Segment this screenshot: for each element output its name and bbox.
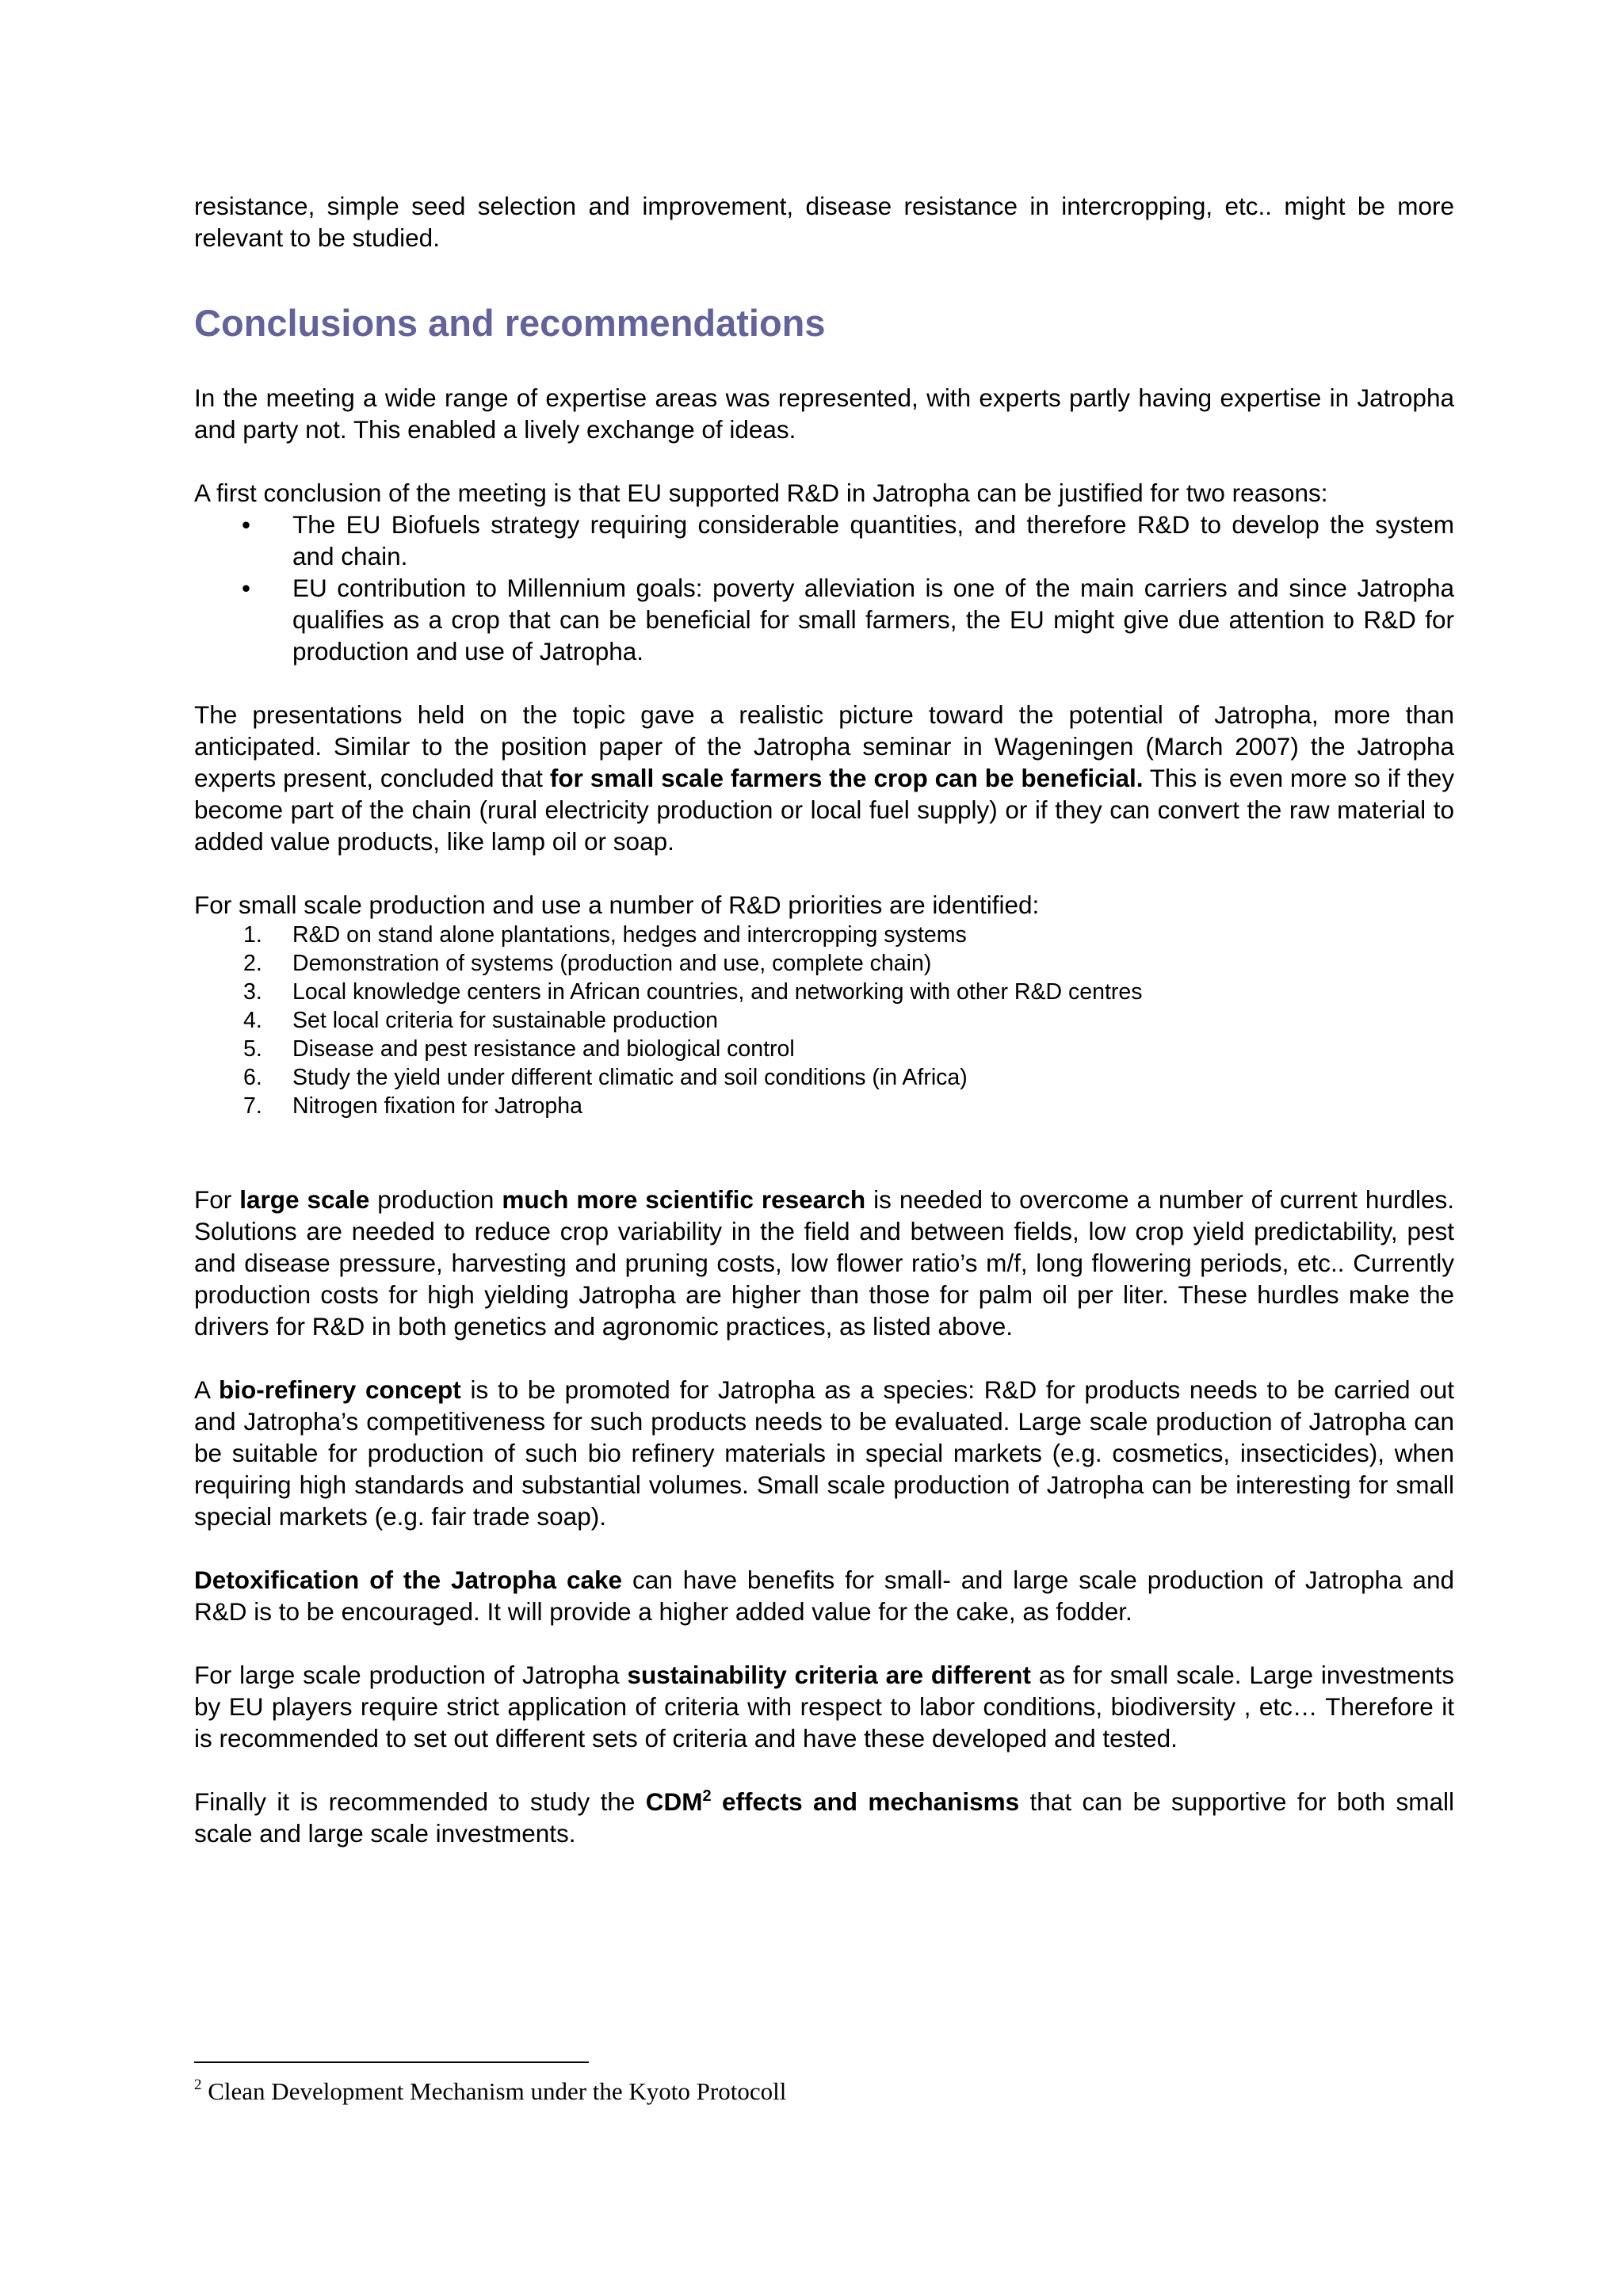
footnote-reference: 2 <box>702 1787 712 1805</box>
priorities-list <box>194 921 1454 1120</box>
list-item-text: Study the yield under different climatic and soil conditions (in Africa) <box>292 1065 968 1090</box>
emphasis: Detoxification of the Jatropha cake <box>194 1566 623 1594</box>
list-item <box>194 509 1454 572</box>
list-item-text: Disease and pest resistance and biological control <box>292 1036 795 1062</box>
list-number: 6. <box>243 1065 262 1090</box>
list-item-text: Demonstration of systems (production and use, complete chain) <box>292 951 932 976</box>
list-item-text: The EU Biofuels strategy requiring considerable quantities, and therefore R&D to develop the system and chain. <box>292 510 1454 570</box>
emphasis: much more scientific research <box>502 1185 866 1214</box>
paragraph-large-scale: For large scale production much more scientific research is needed to overcome a number of current hurdles. Solutions are needed to reduce crop variability in the field and between fields, low crop yield predictability, pest and disease pressure, harvesting and pruning costs, low flower ratio’s m/f, long flowering periods, etc.. Currently production costs for high yielding Jatropha are higher than those for palm oil per liter. These hurdles make the drivers for R&D in both genetics and agronomic practices, as listed above. <box>194 1185 1454 1341</box>
emphasis: bio-refinery concept <box>219 1375 461 1404</box>
list-item-text: EU contribution to Millennium goals: poverty alleviation is one of the main carriers and since Jatropha qualifies as a crop that can be beneficial for small farmers, the EU might give due attention to R&D for production and use of Jatropha. <box>292 574 1454 666</box>
paragraph-sustainability: For large scale production of Jatropha sustainability criteria are different as for small scale. Large investments by EU players require strict application of criteria with respect to labor conditions, biodiversity , etc… Therefore it is recommended to set out different sets of criteria and have these developed and tested. <box>194 1661 1454 1753</box>
list-number: 1. <box>243 922 262 948</box>
list-item <box>194 1092 1454 1120</box>
footnote-divider <box>194 2061 589 2063</box>
list-number: 2. <box>243 951 262 976</box>
paragraph-cdm: Finally it is recommended to study the CDM$^2$ effects and mechanisms that can be supportive for both small scale and large scale investments. <box>194 1787 1455 1848</box>
paragraph-bio-refinery: A bio-refinery concept is to be promoted for Jatropha as a species: R&D for products needs to be carried out and Jatropha’s competitiveness for such products needs to be evaluated. Large scale production of Jatropha can be suitable for production of such bio refinery materials in special markets (e.g. cosmetics, insecticides), when requiring high standards and substantial volumes. Small scale production of Jatropha can be interesting for small special markets (e.g. fair trade soap). <box>194 1375 1454 1531</box>
page-content <box>194 190 1454 1849</box>
intro-paragraph: resistance, simple seed selection and improvement, disease resistance in intercropping, etc.. might be more relevant to be studied. <box>194 192 1454 252</box>
list-number: 5. <box>243 1036 262 1062</box>
list-item-text: Local knowledge centers in African countries, and networking with other R&D centres <box>292 979 1143 1005</box>
footnote-text: Clean Development Mechanism under the Kyoto Protocoll <box>201 2077 787 2105</box>
bullet-marker: • <box>242 574 251 602</box>
reasons-list <box>194 509 1454 667</box>
list-item <box>194 921 1454 949</box>
paragraph-expertise: In the meeting a wide range of expertise areas was represented, with experts partly having expertise in Jatropha and party not. This enabled a lively exchange of ideas. <box>194 383 1454 444</box>
list-item <box>194 572 1454 667</box>
emphasis: CDM <box>645 1787 703 1816</box>
emphasis: large scale <box>239 1185 370 1214</box>
paragraph-presentations: The presentations held on the topic gave a realistic picture toward the potential of Jatropha, more than anticipated. Similar to the position paper of the Jatropha seminar in Wageningen (March 2007) the Jatropha experts present, concluded that for small scale farmers the crop can be beneficial. This is even more so if they become part of the chain (rural electricity production or local fuel supply) or if they can convert the raw material to added value products, like lamp oil or soap. <box>194 700 1454 856</box>
emphasis: for small scale farmers the crop can be beneficial. <box>549 764 1144 792</box>
list-number: 7. <box>243 1093 262 1119</box>
paragraph-first-conclusion: A first conclusion of the meeting is that EU supported R&D in Jatropha can be justified for two reasons: <box>194 479 1328 507</box>
emphasis: sustainability criteria are different <box>627 1661 1031 1689</box>
list-item-text: Set local criteria for sustainable production <box>292 1008 719 1033</box>
list-item <box>194 978 1454 1006</box>
footnote-marker: 2 <box>194 2077 202 2093</box>
footnote <box>194 2076 1454 2107</box>
list-item <box>194 1035 1454 1063</box>
list-item <box>194 1006 1454 1035</box>
list-number: 3. <box>243 979 262 1005</box>
list-item <box>194 1063 1454 1092</box>
list-item-text: R&D on stand alone plantations, hedges and intercropping systems <box>292 922 967 948</box>
bullet-marker: • <box>242 510 251 539</box>
list-item-text: Nitrogen fixation for Jatropha <box>292 1093 582 1119</box>
list-item <box>194 949 1454 978</box>
paragraph-priorities-intro: For small scale production and use a number of R&D priorities are identified: <box>194 891 1040 919</box>
emphasis: effects and mechanisms <box>711 1787 1020 1816</box>
list-number: 4. <box>243 1008 262 1033</box>
section-title: Conclusions and recommendations <box>194 302 826 344</box>
paragraph-detoxification: Detoxification of the Jatropha cake can have benefits for small- and large scale production of Jatropha and R&D is to be encouraged. It will provide a higher added value for the cake, as fodder. <box>194 1566 1454 1626</box>
